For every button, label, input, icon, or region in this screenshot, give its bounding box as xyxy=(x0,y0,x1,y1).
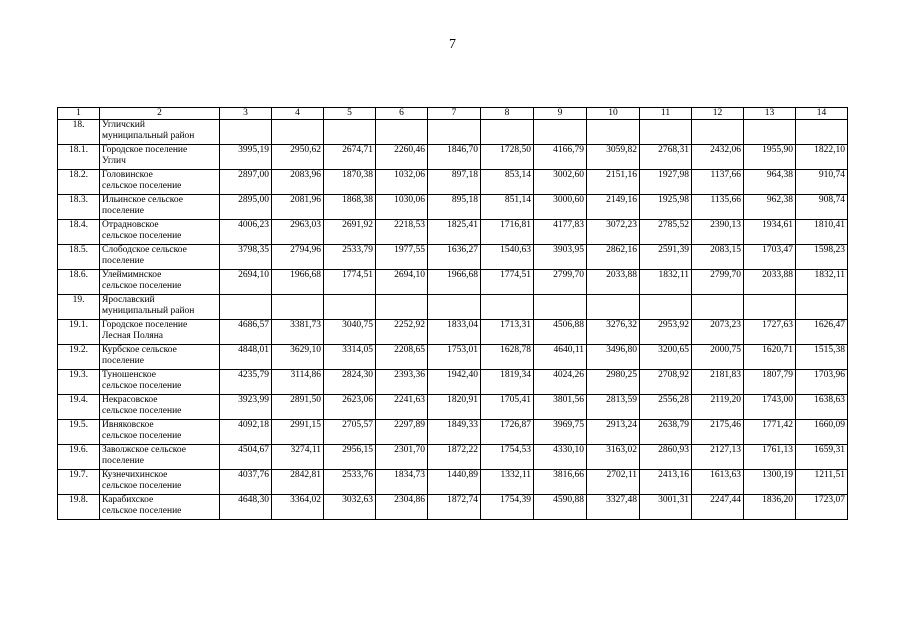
value-cell: 1703,96 xyxy=(796,370,848,395)
settlement-name-line: Городское поселение xyxy=(102,145,188,155)
value-cell: 2694,10 xyxy=(220,270,272,295)
value-cell: 1870,38 xyxy=(324,170,376,195)
value-cell: 2119,20 xyxy=(692,395,744,420)
row-number: 19.1. xyxy=(58,320,100,345)
settlement-name-line: Ярославский xyxy=(102,295,155,305)
value-cell: 3364,02 xyxy=(272,495,324,520)
column-header: 2 xyxy=(100,108,220,120)
value-cell xyxy=(272,120,324,145)
value-cell: 3798,35 xyxy=(220,245,272,270)
settlement-name-line: Городское поселение xyxy=(102,320,188,330)
value-cell: 1927,98 xyxy=(640,170,692,195)
table-row xyxy=(58,395,848,420)
value-cell: 1703,47 xyxy=(744,245,796,270)
table-row xyxy=(58,320,848,345)
settlement-name xyxy=(100,470,220,495)
value-cell: 2533,76 xyxy=(324,470,376,495)
settlement-name-line: поселение xyxy=(102,206,144,216)
value-cell: 3327,48 xyxy=(587,495,640,520)
value-cell: 4590,88 xyxy=(534,495,587,520)
value-cell: 4024,26 xyxy=(534,370,587,395)
settlement-name-line: Улеймимнское xyxy=(102,270,162,280)
row-number: 19.6. xyxy=(58,445,100,470)
column-header: 14 xyxy=(796,108,848,120)
value-cell: 1849,33 xyxy=(428,420,481,445)
value-cell: 3969,75 xyxy=(534,420,587,445)
value-cell: 2252,92 xyxy=(376,320,428,345)
value-cell: 3314,05 xyxy=(324,345,376,370)
value-cell: 1613,63 xyxy=(692,470,744,495)
value-cell: 3816,66 xyxy=(534,470,587,495)
value-cell: 1810,41 xyxy=(796,220,848,245)
value-cell: 895,18 xyxy=(428,195,481,220)
value-cell: 1753,01 xyxy=(428,345,481,370)
column-header: 12 xyxy=(692,108,744,120)
value-cell: 1774,51 xyxy=(324,270,376,295)
value-cell: 1137,66 xyxy=(692,170,744,195)
value-cell: 1728,50 xyxy=(481,145,534,170)
value-cell: 1761,13 xyxy=(744,445,796,470)
settlement-name xyxy=(100,295,220,320)
table-row xyxy=(58,345,848,370)
value-cell: 1820,91 xyxy=(428,395,481,420)
settlement-name xyxy=(100,270,220,295)
column-header: 9 xyxy=(534,108,587,120)
settlement-name-line: сельское поселение xyxy=(102,181,182,191)
value-cell: 1332,11 xyxy=(481,470,534,495)
value-cell: 2991,15 xyxy=(272,420,324,445)
value-cell: 3040,75 xyxy=(324,320,376,345)
value-cell xyxy=(481,120,534,145)
value-cell xyxy=(534,120,587,145)
table-row xyxy=(58,295,848,320)
row-number: 19. xyxy=(58,295,100,320)
value-cell: 4166,79 xyxy=(534,145,587,170)
value-cell: 2674,71 xyxy=(324,145,376,170)
settlement-name-line: Углич xyxy=(102,156,126,166)
value-cell: 1727,63 xyxy=(744,320,796,345)
value-cell xyxy=(428,120,481,145)
settlement-name-line: Ильинское сельское xyxy=(102,195,183,205)
value-cell: 1868,38 xyxy=(324,195,376,220)
value-cell: 908,74 xyxy=(796,195,848,220)
value-cell: 1771,42 xyxy=(744,420,796,445)
value-cell: 2432,06 xyxy=(692,145,744,170)
value-cell: 1540,63 xyxy=(481,245,534,270)
value-cell: 3072,23 xyxy=(587,220,640,245)
value-cell: 2895,00 xyxy=(220,195,272,220)
value-cell xyxy=(481,295,534,320)
value-cell: 2083,96 xyxy=(272,170,324,195)
value-cell xyxy=(640,120,692,145)
settlement-name xyxy=(100,345,220,370)
value-cell xyxy=(376,295,428,320)
value-cell: 2638,79 xyxy=(640,420,692,445)
value-cell: 1515,38 xyxy=(796,345,848,370)
value-cell: 4235,79 xyxy=(220,370,272,395)
value-cell: 2799,70 xyxy=(534,270,587,295)
value-cell: 2556,28 xyxy=(640,395,692,420)
value-cell: 2694,10 xyxy=(376,270,428,295)
column-header: 11 xyxy=(640,108,692,120)
row-number: 19.4. xyxy=(58,395,100,420)
row-number: 18. xyxy=(58,120,100,145)
value-cell: 2623,06 xyxy=(324,395,376,420)
value-cell: 2950,62 xyxy=(272,145,324,170)
value-cell: 3801,56 xyxy=(534,395,587,420)
value-cell: 962,38 xyxy=(744,195,796,220)
value-cell: 1032,06 xyxy=(376,170,428,195)
value-cell: 2033,88 xyxy=(587,270,640,295)
value-cell: 1135,66 xyxy=(692,195,744,220)
value-cell: 2891,50 xyxy=(272,395,324,420)
value-cell: 2799,70 xyxy=(692,270,744,295)
column-header: 4 xyxy=(272,108,324,120)
settlement-name-line: сельское поселение xyxy=(102,481,182,491)
column-header: 1 xyxy=(58,108,100,120)
value-cell: 1628,78 xyxy=(481,345,534,370)
value-cell xyxy=(376,120,428,145)
value-cell: 4506,88 xyxy=(534,320,587,345)
value-cell: 1636,27 xyxy=(428,245,481,270)
value-cell: 2175,46 xyxy=(692,420,744,445)
value-cell: 2151,16 xyxy=(587,170,640,195)
table-row xyxy=(58,370,848,395)
value-cell: 2897,00 xyxy=(220,170,272,195)
value-cell: 2691,92 xyxy=(324,220,376,245)
settlement-name xyxy=(100,445,220,470)
value-cell: 2591,39 xyxy=(640,245,692,270)
value-cell: 3496,80 xyxy=(587,345,640,370)
value-cell: 2081,96 xyxy=(272,195,324,220)
settlement-name-line: Отрадновское xyxy=(102,220,159,230)
column-header: 3 xyxy=(220,108,272,120)
value-cell: 1705,41 xyxy=(481,395,534,420)
settlement-name-line: муниципальный район xyxy=(102,131,195,141)
tariff-table xyxy=(57,107,848,520)
value-cell: 1300,19 xyxy=(744,470,796,495)
value-cell: 4092,18 xyxy=(220,420,272,445)
value-cell: 2705,57 xyxy=(324,420,376,445)
value-cell: 3002,60 xyxy=(534,170,587,195)
value-cell: 2073,23 xyxy=(692,320,744,345)
value-cell: 3001,31 xyxy=(640,495,692,520)
value-cell: 1620,71 xyxy=(744,345,796,370)
value-cell xyxy=(744,120,796,145)
value-cell: 4177,83 xyxy=(534,220,587,245)
value-cell: 2297,89 xyxy=(376,420,428,445)
settlement-name xyxy=(100,370,220,395)
column-header: 8 xyxy=(481,108,534,120)
value-cell: 2241,63 xyxy=(376,395,428,420)
table-row xyxy=(58,470,848,495)
value-cell: 910,74 xyxy=(796,170,848,195)
value-cell xyxy=(587,120,640,145)
value-cell: 1925,98 xyxy=(640,195,692,220)
table-row xyxy=(58,145,848,170)
value-cell: 3114,86 xyxy=(272,370,324,395)
row-number: 18.2. xyxy=(58,170,100,195)
settlement-name-line: Курбское сельское xyxy=(102,345,177,355)
settlement-name-line: Кузнечихинское xyxy=(102,470,168,480)
value-cell: 1754,39 xyxy=(481,495,534,520)
value-cell: 4330,10 xyxy=(534,445,587,470)
value-cell xyxy=(796,295,848,320)
header-row xyxy=(58,108,848,120)
settlement-name-line: поселение xyxy=(102,256,144,266)
value-cell: 2033,88 xyxy=(744,270,796,295)
value-cell: 1030,06 xyxy=(376,195,428,220)
value-cell: 3059,82 xyxy=(587,145,640,170)
value-cell: 4640,11 xyxy=(534,345,587,370)
value-cell: 1942,40 xyxy=(428,370,481,395)
settlement-name-line: сельское поселение xyxy=(102,431,182,441)
value-cell: 3995,19 xyxy=(220,145,272,170)
column-header: 6 xyxy=(376,108,428,120)
value-cell: 3381,73 xyxy=(272,320,324,345)
value-cell: 2708,92 xyxy=(640,370,692,395)
settlement-name-line: сельское поселение xyxy=(102,231,182,241)
table-row xyxy=(58,245,848,270)
settlement-name-line: Заволжское сельское xyxy=(102,445,187,455)
value-cell: 2208,65 xyxy=(376,345,428,370)
value-cell: 3200,65 xyxy=(640,345,692,370)
value-cell: 1833,04 xyxy=(428,320,481,345)
value-cell: 1660,09 xyxy=(796,420,848,445)
table-row xyxy=(58,120,848,145)
value-cell: 2247,44 xyxy=(692,495,744,520)
value-cell: 3923,99 xyxy=(220,395,272,420)
value-cell: 2413,16 xyxy=(640,470,692,495)
value-cell: 1977,55 xyxy=(376,245,428,270)
row-number: 19.8. xyxy=(58,495,100,520)
table-row xyxy=(58,220,848,245)
value-cell: 1726,87 xyxy=(481,420,534,445)
value-cell: 2862,16 xyxy=(587,245,640,270)
column-header: 13 xyxy=(744,108,796,120)
value-cell: 3903,95 xyxy=(534,245,587,270)
table-row xyxy=(58,170,848,195)
value-cell: 2956,15 xyxy=(324,445,376,470)
settlement-name-line: Головинское xyxy=(102,170,153,180)
value-cell: 2842,81 xyxy=(272,470,324,495)
value-cell xyxy=(220,295,272,320)
settlement-name-line: Ивняковское xyxy=(102,420,154,430)
value-cell xyxy=(534,295,587,320)
value-cell: 2963,03 xyxy=(272,220,324,245)
value-cell: 1836,20 xyxy=(744,495,796,520)
value-cell: 2768,31 xyxy=(640,145,692,170)
value-cell: 2301,70 xyxy=(376,445,428,470)
settlement-name-line: Карабихское xyxy=(102,495,154,505)
table-body xyxy=(58,108,848,520)
value-cell: 851,14 xyxy=(481,195,534,220)
value-cell: 2181,83 xyxy=(692,370,744,395)
row-number: 18.3. xyxy=(58,195,100,220)
settlement-name-line: поселение xyxy=(102,456,144,466)
settlement-name-line: сельское поселение xyxy=(102,381,182,391)
settlement-name-line: Некрасовское xyxy=(102,395,158,405)
settlement-name-line: сельское поселение xyxy=(102,506,182,516)
value-cell: 2000,75 xyxy=(692,345,744,370)
value-cell: 2260,46 xyxy=(376,145,428,170)
row-number: 19.7. xyxy=(58,470,100,495)
column-header: 10 xyxy=(587,108,640,120)
value-cell: 2393,36 xyxy=(376,370,428,395)
value-cell: 1819,34 xyxy=(481,370,534,395)
value-cell: 3274,11 xyxy=(272,445,324,470)
value-cell: 4686,57 xyxy=(220,320,272,345)
value-cell: 3032,63 xyxy=(324,495,376,520)
value-cell: 1966,68 xyxy=(428,270,481,295)
value-cell: 1834,73 xyxy=(376,470,428,495)
table-row xyxy=(58,195,848,220)
value-cell: 1966,68 xyxy=(272,270,324,295)
column-header: 7 xyxy=(428,108,481,120)
value-cell: 1211,51 xyxy=(796,470,848,495)
value-cell: 897,18 xyxy=(428,170,481,195)
value-cell: 964,38 xyxy=(744,170,796,195)
value-cell: 1626,47 xyxy=(796,320,848,345)
table-row xyxy=(58,445,848,470)
table-row xyxy=(58,495,848,520)
value-cell xyxy=(220,120,272,145)
value-cell xyxy=(587,295,640,320)
value-cell: 2953,92 xyxy=(640,320,692,345)
value-cell: 1659,31 xyxy=(796,445,848,470)
settlement-name xyxy=(100,495,220,520)
value-cell xyxy=(796,120,848,145)
value-cell: 1440,89 xyxy=(428,470,481,495)
row-number: 19.3. xyxy=(58,370,100,395)
value-cell xyxy=(428,295,481,320)
value-cell: 2824,30 xyxy=(324,370,376,395)
settlement-name-line: сельское поселение xyxy=(102,281,182,291)
settlement-name xyxy=(100,395,220,420)
value-cell: 4504,67 xyxy=(220,445,272,470)
row-number: 18.4. xyxy=(58,220,100,245)
value-cell: 2813,59 xyxy=(587,395,640,420)
value-cell: 3629,10 xyxy=(272,345,324,370)
settlement-name-line: Туношенское xyxy=(102,370,156,380)
value-cell: 1743,00 xyxy=(744,395,796,420)
settlement-name xyxy=(100,170,220,195)
value-cell: 2860,93 xyxy=(640,445,692,470)
value-cell: 1754,53 xyxy=(481,445,534,470)
value-cell xyxy=(324,120,376,145)
value-cell: 1832,11 xyxy=(640,270,692,295)
value-cell: 2702,11 xyxy=(587,470,640,495)
settlement-name-line: сельское поселение xyxy=(102,406,182,416)
settlement-name-line: поселение xyxy=(102,356,144,366)
value-cell: 2083,15 xyxy=(692,245,744,270)
settlement-name xyxy=(100,245,220,270)
value-cell xyxy=(744,295,796,320)
row-number: 19.2. xyxy=(58,345,100,370)
value-cell: 1822,10 xyxy=(796,145,848,170)
value-cell: 4848,01 xyxy=(220,345,272,370)
value-cell: 1713,31 xyxy=(481,320,534,345)
value-cell: 2218,53 xyxy=(376,220,428,245)
value-cell: 1716,81 xyxy=(481,220,534,245)
value-cell: 2390,13 xyxy=(692,220,744,245)
settlement-name xyxy=(100,145,220,170)
row-number: 18.1. xyxy=(58,145,100,170)
value-cell: 2533,79 xyxy=(324,245,376,270)
value-cell: 2794,96 xyxy=(272,245,324,270)
value-cell: 4006,23 xyxy=(220,220,272,245)
value-cell: 3163,02 xyxy=(587,445,640,470)
page-number: 7 xyxy=(449,37,456,52)
value-cell: 1934,61 xyxy=(744,220,796,245)
settlement-name xyxy=(100,320,220,345)
value-cell: 1723,07 xyxy=(796,495,848,520)
row-number: 19.5. xyxy=(58,420,100,445)
value-cell: 4648,30 xyxy=(220,495,272,520)
value-cell xyxy=(324,295,376,320)
value-cell: 1846,70 xyxy=(428,145,481,170)
value-cell: 1872,74 xyxy=(428,495,481,520)
settlement-name-line: Лесная Поляна xyxy=(102,331,163,341)
value-cell: 1807,79 xyxy=(744,370,796,395)
row-number: 18.5. xyxy=(58,245,100,270)
settlement-name xyxy=(100,420,220,445)
value-cell: 2149,16 xyxy=(587,195,640,220)
table-row xyxy=(58,270,848,295)
row-number: 18.6. xyxy=(58,270,100,295)
value-cell: 2913,24 xyxy=(587,420,640,445)
value-cell: 2304,86 xyxy=(376,495,428,520)
value-cell: 1825,41 xyxy=(428,220,481,245)
table-row xyxy=(58,420,848,445)
settlement-name xyxy=(100,120,220,145)
settlement-name xyxy=(100,220,220,245)
settlement-name-line: муниципальный район xyxy=(102,306,195,316)
value-cell xyxy=(692,295,744,320)
value-cell: 1955,90 xyxy=(744,145,796,170)
value-cell: 1598,23 xyxy=(796,245,848,270)
column-header: 5 xyxy=(324,108,376,120)
settlement-name-line: Слободское сельское xyxy=(102,245,187,255)
value-cell: 1872,22 xyxy=(428,445,481,470)
value-cell xyxy=(640,295,692,320)
value-cell: 853,14 xyxy=(481,170,534,195)
value-cell: 2785,52 xyxy=(640,220,692,245)
value-cell: 2980,25 xyxy=(587,370,640,395)
settlement-name-line: Угличский xyxy=(102,120,145,130)
settlement-name xyxy=(100,195,220,220)
value-cell: 3276,32 xyxy=(587,320,640,345)
value-cell: 1638,63 xyxy=(796,395,848,420)
value-cell: 3000,60 xyxy=(534,195,587,220)
value-cell xyxy=(272,295,324,320)
value-cell: 2127,13 xyxy=(692,445,744,470)
value-cell: 4037,76 xyxy=(220,470,272,495)
value-cell: 1774,51 xyxy=(481,270,534,295)
value-cell: 1832,11 xyxy=(796,270,848,295)
value-cell xyxy=(692,120,744,145)
